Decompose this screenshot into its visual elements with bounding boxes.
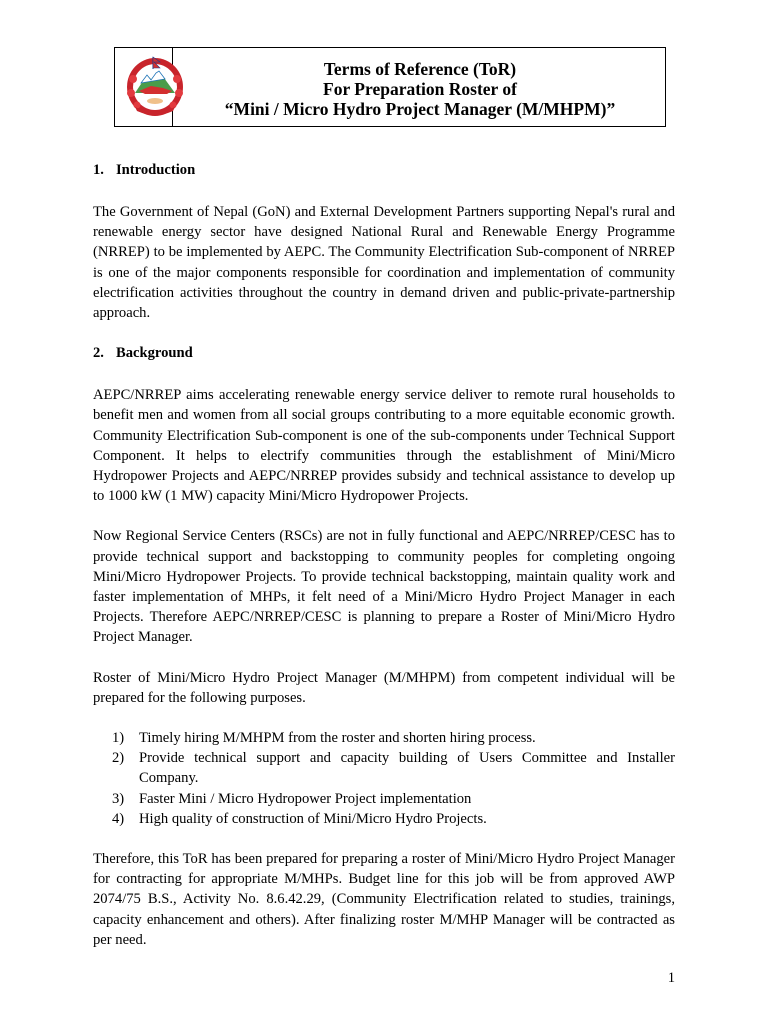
list-item-text: High quality of construction of Mini/Micro Hydro Projects. — [139, 810, 487, 827]
list-item-text: Faster Mini / Micro Hydropower Project implementation — [139, 790, 472, 807]
page-number: 1 — [667, 970, 675, 986]
title-line-3: “Mini / Micro Hydro Project Manager (M/MHPM)” — [224, 99, 616, 119]
list-marker: 3) — [112, 790, 125, 807]
list-item-text: Provide technical support and capacity building of Users Committee and Installer Company. — [139, 750, 675, 787]
section-number: 2. — [93, 345, 104, 362]
list-item — [93, 809, 675, 829]
title-line-2: For Preparation Roster of — [323, 79, 517, 99]
list-marker: 2) — [112, 750, 125, 767]
purposes-list — [93, 728, 675, 829]
section-title: Introduction — [116, 162, 196, 178]
header-border-top — [114, 47, 666, 48]
section-title: Background — [116, 345, 193, 362]
list-item — [93, 748, 675, 788]
header-border-left — [114, 47, 115, 127]
document-title — [174, 59, 666, 119]
document-header — [114, 47, 666, 127]
list-item — [93, 789, 675, 809]
list-item-text: Timely hiring M/MHPM from the roster and shorten hiring process. — [139, 730, 536, 747]
title-line-1: Terms of Reference (ToR) — [323, 59, 517, 79]
list-item — [93, 728, 675, 748]
list-marker: 4) — [112, 810, 125, 827]
document-body — [93, 160, 675, 970]
section-heading-introduction — [93, 160, 675, 180]
list-marker: 1) — [112, 730, 125, 747]
closing-paragraph: Therefore, this ToR has been prepared for preparing a roster of Mini/Micro Hydro Project Manager for contracting for appropriate M/MHPs. Budget line for this job will be from approved AWP 2074/75 B.S., Activity No. 8.6.42.29, (Community Electrification related to studies, trainings, capacity enhancement and others). After finalizing roster M/MHP Manager will be contracted as per need. — [93, 851, 675, 948]
header-border-bottom — [114, 126, 666, 127]
section-number: 1. — [93, 162, 104, 178]
background-paragraph-1: AEPC/NRREP aims accelerating renewable energy service deliver to remote rural households to benefit men and women from all social groups contributing to a more equitable economic growth. Community Electrification Sub-component is one of the sub-components under Technical Support Component. It helps to electrify communities through the establishment of Mini/Micro Hydropower Projects and AEPC/NRREP provides subsidy and technical assistance to develop up to 1000 kW (1 MW) capacity Mini/Micro Hydropower Projects. — [93, 387, 675, 505]
background-paragraph-3: Roster of Mini/Micro Hydro Project Manager (M/MHPM) from competent individual will be prepared for the following purposes. — [93, 669, 675, 706]
background-paragraph-2: Now Regional Service Centers (RSCs) are not in fully functional and AEPC/NRREP/CESC has to provide technical support and backstopping to community peoples for completing ongoing Mini/Micro Hydropower Projects. To provide technical backstopping, maintain quality work and faster implementation of MHPs, it felt need of a Mini/Micro Hydro Project Manager in each Projects. Therefore AEPC/NRREP/CESC is planning to prepare a Roster of Mini/Micro Hydro Project Manager. — [93, 528, 675, 646]
section-heading-background — [93, 343, 675, 363]
introduction-paragraph: The Government of Nepal (GoN) and External Development Partners supporting Nepal's rural and renewable energy sector have designed National Rural and Renewable Energy Programme (NRREP) to be implemented by AEPC. The Community Electrification Sub-component of NRREP is one of the major components responsible for coordination and implementation of community electrification activities throughout the country in demand driven and public-private-partnership approach. — [93, 204, 675, 322]
